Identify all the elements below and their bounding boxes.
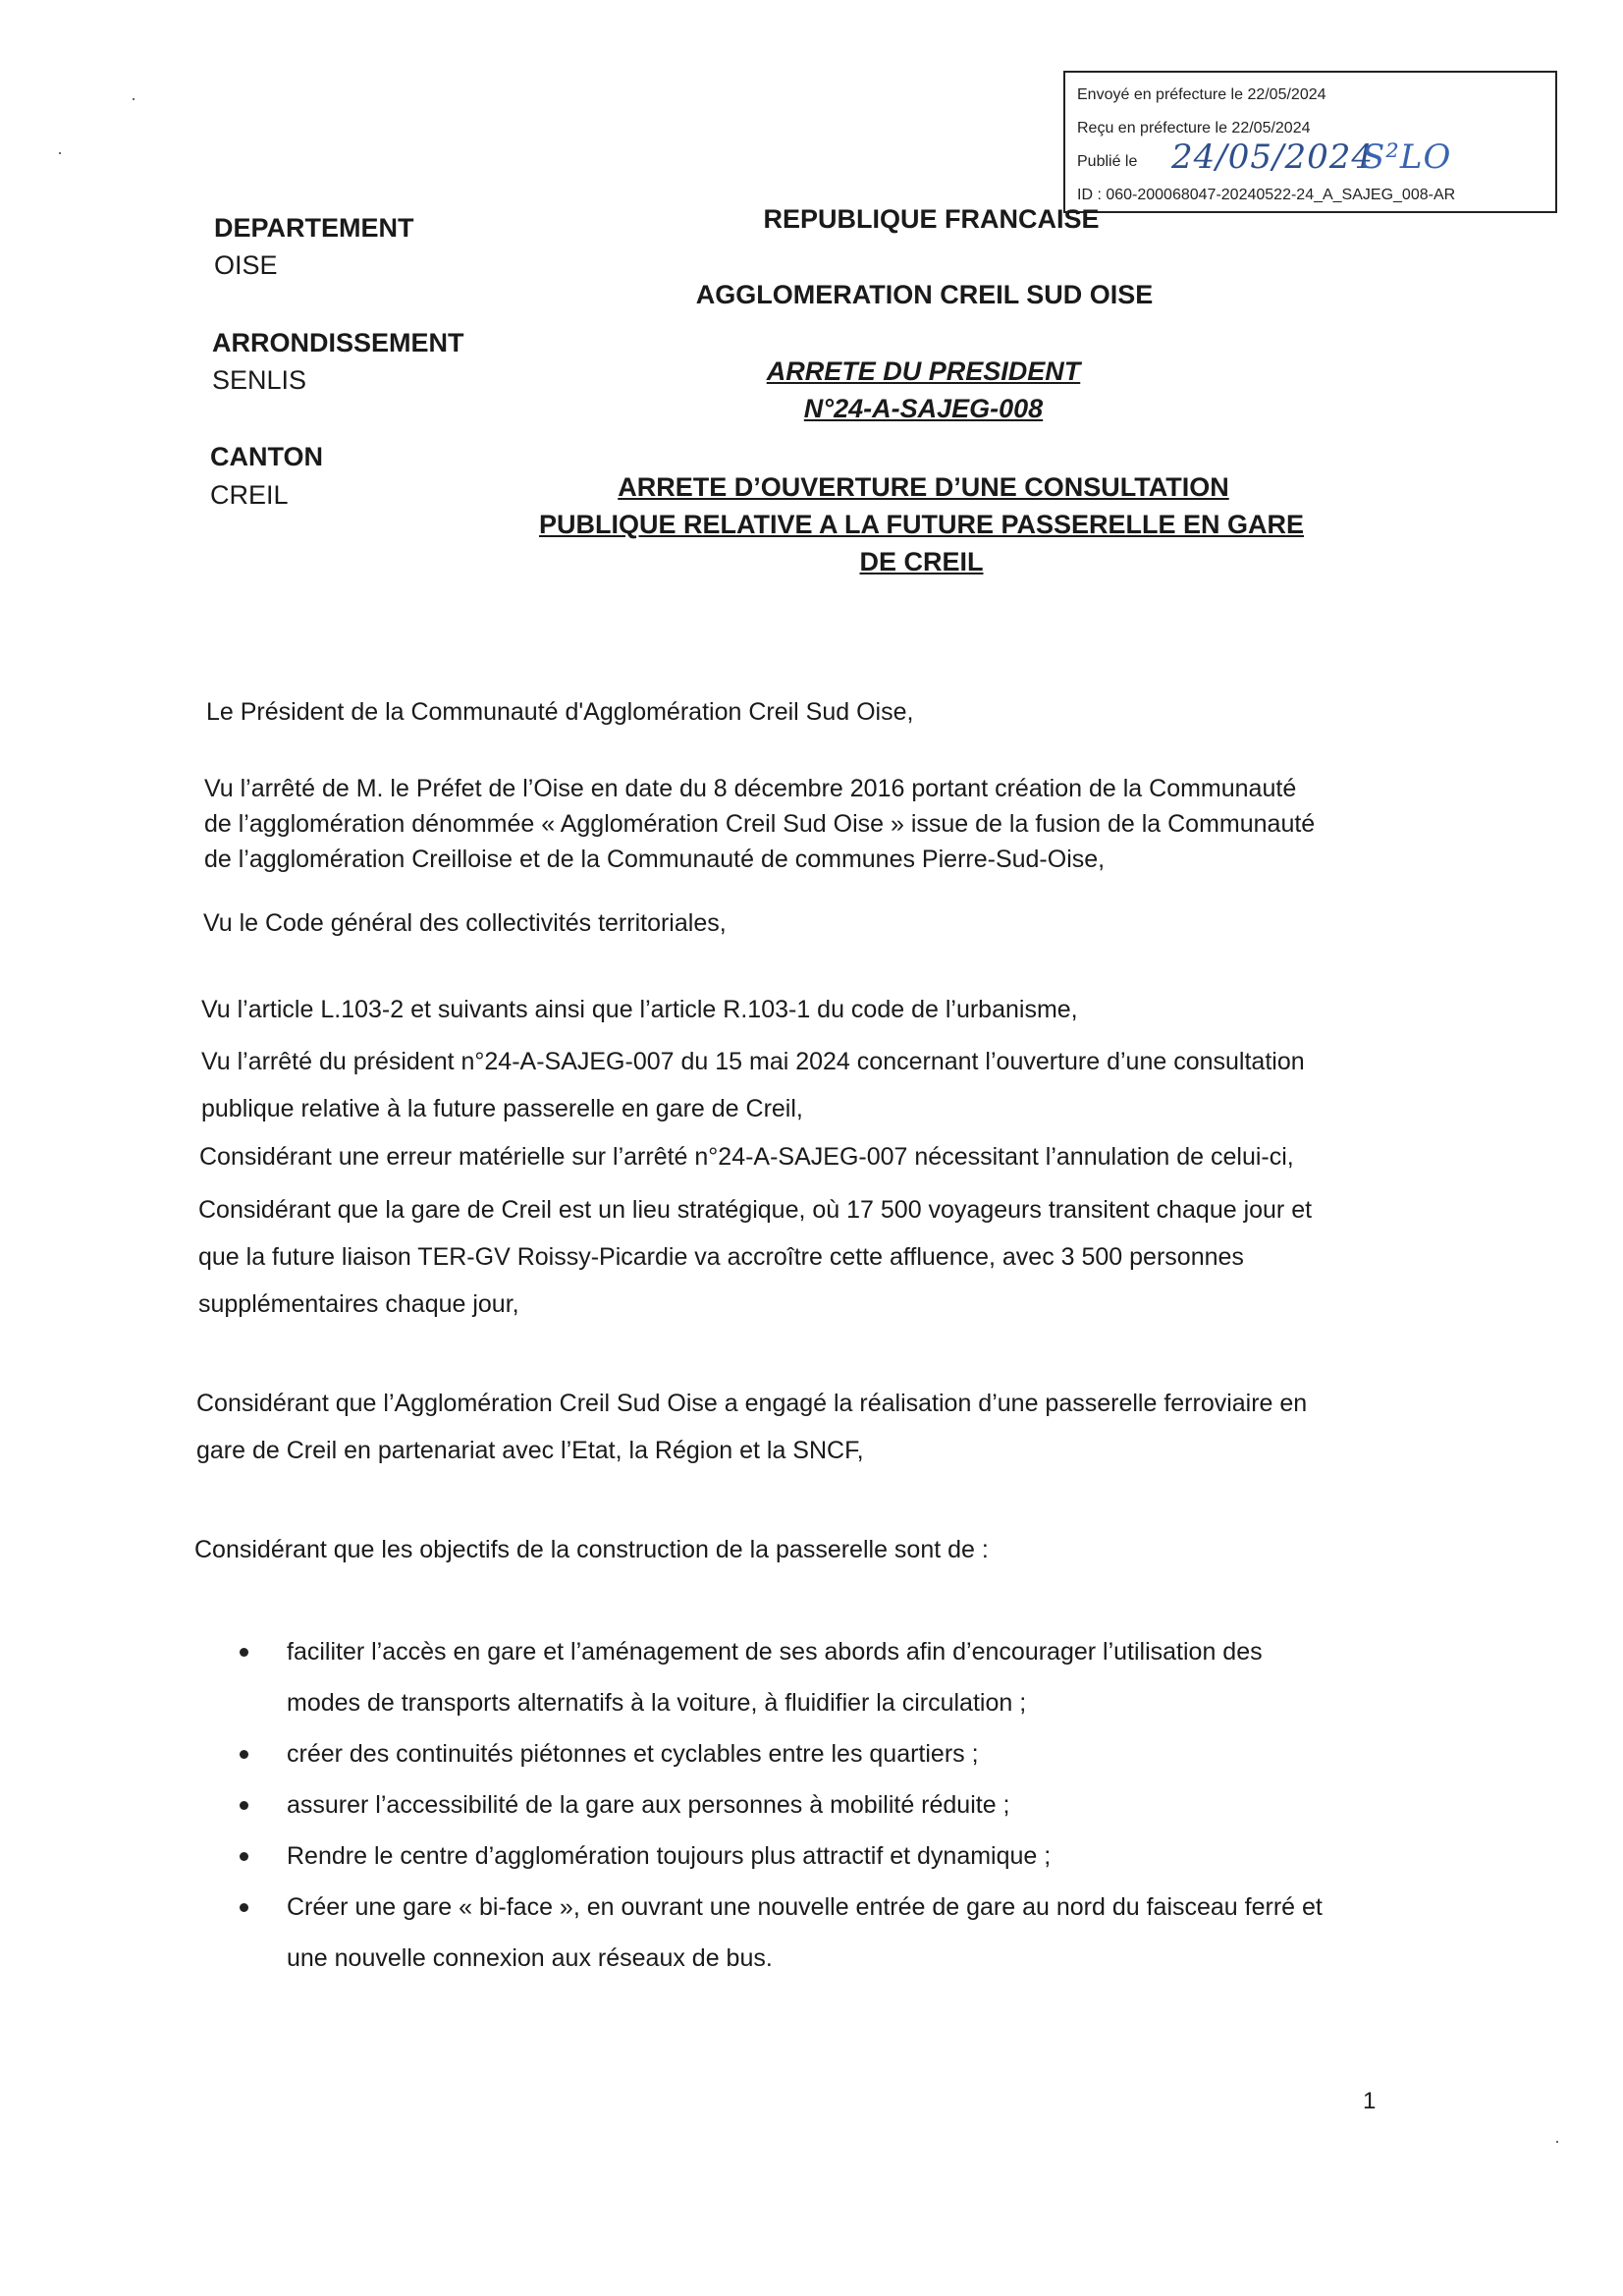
paragraph-line: Vu l’arrêté de M. le Préfet de l’Oise en date du 8 décembre 2016 portant création de la Communauté [204, 775, 1297, 802]
list-item [240, 1779, 1418, 1831]
arrete-title: ARRETE DU PRESIDENT [766, 356, 1081, 386]
stamp-received: Reçu en préfecture le 22/05/2024 [1077, 120, 1311, 137]
scan-speck [1556, 2141, 1558, 2143]
paragraph-line: Considérant une erreur matérielle sur l’arrêté n°24-A-SAJEG-007 nécessitant l’annulation de celui-ci, [199, 1143, 1294, 1171]
arrete-number-line [112, 394, 1623, 424]
paragraph-line: Considérant que l’Agglomération Creil Sud Oise a engagé la réalisation d’une passerelle ferroviaire en [196, 1390, 1308, 1417]
departement-label: DEPARTEMENT [214, 213, 414, 243]
page-number: 1 [1363, 2088, 1377, 2114]
paragraph-line: que la future liaison TER-GV Roissy-Picardie va accroître cette affluence, avec 3 500 personnes [198, 1243, 1244, 1271]
intro-text: Le Président de la Communauté d'Agglomération Creil Sud Oise, [206, 698, 914, 726]
arrete-number: N°24-A-SAJEG-008 [803, 394, 1044, 423]
subject-title-3: DE CREIL [859, 547, 984, 576]
list-item [240, 1728, 1418, 1779]
considerant-erreur-paragraph [199, 1139, 1407, 1175]
subject-title-2: PUBLIQUE RELATIVE A LA FUTURE PASSERELLE EN GARE [538, 510, 1305, 539]
bullet-icon [240, 1801, 248, 1810]
list-item-text: une nouvelle connexion aux réseaux de bus. [287, 1944, 773, 1972]
paragraph-line: gare de Creil en partenariat avec l’Etat, la Région et la SNCF, [196, 1437, 864, 1464]
list-item-text: créer des continuités piétonnes et cyclables entre les quartiers ; [287, 1740, 979, 1768]
considerant-passerelle-paragraph [196, 1380, 1404, 1474]
agglomeration-line [113, 280, 1623, 310]
stamp-sent: Envoyé en préfecture le 22/05/2024 [1077, 86, 1326, 103]
subject-line-1 [112, 472, 1623, 503]
stamp-published-label: Publié le [1077, 153, 1138, 170]
considerant-objectifs-paragraph [194, 1532, 1402, 1567]
prefecture-stamp [1063, 71, 1557, 213]
list-item [240, 1882, 1418, 1984]
vu-article-paragraph [201, 992, 1409, 1027]
bullet-icon [240, 1852, 248, 1861]
arrondissement-label: ARRONDISSEMENT [212, 328, 464, 357]
paragraph-line: Vu l’arrêté du président n°24-A-SAJEG-007 du 15 mai 2024 concernant l’ouverture d’une consultation [201, 1048, 1305, 1075]
bullet-icon [240, 1903, 248, 1912]
departement-value: OISE [214, 250, 278, 280]
subject-line-3 [110, 547, 1623, 577]
bullet-icon [240, 1648, 248, 1657]
list-item-text: assurer l’accessibilité de la gare aux personnes à mobilité réduite ; [287, 1791, 1010, 1819]
paragraph-line: supplémentaires chaque jour, [198, 1290, 519, 1318]
arrete-title-line [112, 356, 1623, 387]
list-item-text: faciliter l’accès en gare et l’aménagement de ses abords afin d’encourager l’utilisation des [287, 1638, 1263, 1666]
paragraph-line: Vu le Code général des collectivités territoriales, [203, 909, 727, 937]
agglomeration-title: AGGLOMERATION CREIL SUD OISE [695, 280, 1154, 309]
stamp-id: ID : 060-200068047-20240522-24_A_SAJEG_008-AR [1077, 187, 1456, 203]
paragraph-line: Vu l’article L.103-2 et suivants ainsi que l’article R.103-1 du code de l’urbanisme, [201, 996, 1078, 1023]
arrondissement-value: SENLIS [212, 365, 307, 395]
list-item-text: Créer une gare « bi-face », en ouvrant une nouvelle entrée de gare au nord du faisceau ferré et [287, 1893, 1323, 1921]
canton-value: CREIL [210, 480, 289, 510]
list-item [240, 1831, 1418, 1882]
list-item-text: modes de transports alternatifs à la voiture, à fluidifier la circulation ; [287, 1689, 1027, 1717]
republic-title: REPUBLIQUE FRANCAISE [763, 204, 1100, 234]
vu-arrete-007-paragraph [201, 1038, 1409, 1132]
handwritten-initials: S²LO [1362, 137, 1452, 177]
handwritten-date: 24/05/2024 [1171, 137, 1374, 177]
subject-title-1: ARRETE D’OUVERTURE D’UNE CONSULTATION [618, 472, 1229, 502]
scan-speck [59, 152, 61, 154]
list-item [240, 1626, 1418, 1728]
scan-speck [133, 98, 135, 100]
stamp-published [1077, 137, 1452, 177]
vu-code-paragraph [203, 905, 1411, 941]
intro-paragraph [206, 694, 1414, 730]
canton-label: CANTON [210, 442, 324, 471]
bullet-icon [240, 1750, 248, 1759]
subject-line-2 [110, 510, 1623, 540]
republic-line [120, 204, 1623, 235]
paragraph-line: de l’agglomération Creilloise et de la Communauté de communes Pierre-Sud-Oise, [204, 846, 1106, 873]
objectives-list [240, 1626, 1418, 1984]
paragraph-line: de l’agglomération dénommée « Agglomération Creil Sud Oise » issue de la fusion de la Communauté [204, 810, 1316, 838]
paragraph-line: publique relative à la future passerelle en gare de Creil, [201, 1095, 803, 1122]
list-item-text: Rendre le centre d’agglomération toujours plus attractif et dynamique ; [287, 1842, 1052, 1870]
paragraph-line: Considérant que les objectifs de la construction de la passerelle sont de : [194, 1536, 989, 1563]
considerant-gare-paragraph [198, 1186, 1406, 1328]
paragraph-line: Considérant que la gare de Creil est un lieu stratégique, où 17 500 voyageurs transitent chaque jour et [198, 1196, 1313, 1224]
vu-prefet-paragraph [204, 771, 1412, 877]
